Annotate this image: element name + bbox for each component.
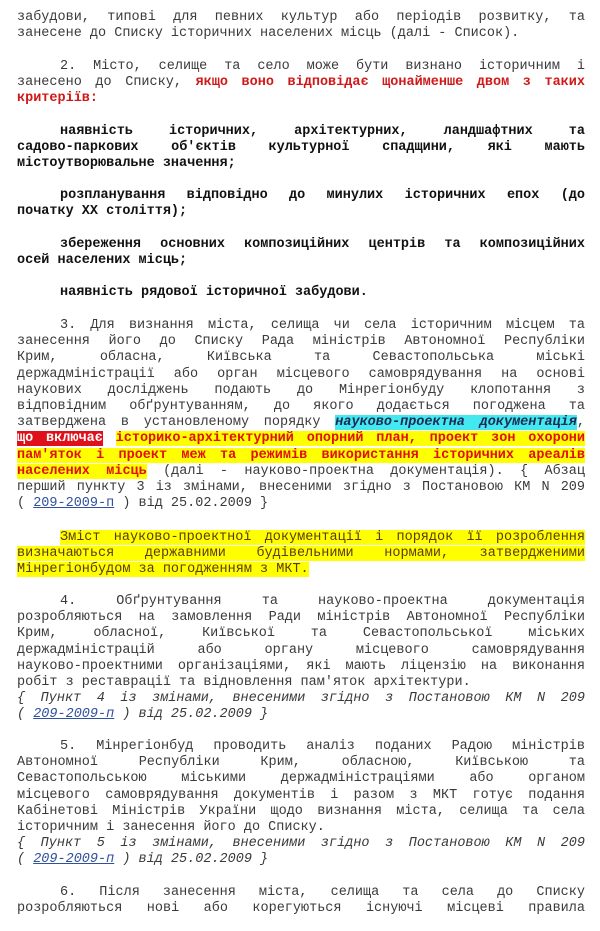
text-line	[17, 852, 585, 868]
text-segment: ) від 25.02.2009 }	[114, 707, 269, 723]
text-segment: (	[17, 496, 34, 512]
text-line	[17, 530, 585, 546]
text-segment: занесене до Списку історичних населених місць (далі - Список).	[17, 26, 520, 42]
text-line	[17, 285, 585, 301]
text-segment: наукових досліджень подають до Мінрегіонбуду клопотання з	[17, 382, 585, 398]
text-segment: критеріїв:	[17, 91, 99, 107]
text-line	[17, 885, 585, 901]
p-criterion-1	[17, 124, 585, 173]
highlight-yellow: Зміст науково-проектної документації і порядок її розроблення	[60, 530, 585, 545]
text-line	[17, 367, 585, 383]
text-segment: відповідним обґрунтуванням, до якого додається погоджена та	[17, 398, 585, 414]
text-segment	[103, 431, 116, 446]
text-segment: держадміністрацій або органу місцевого самоврядування	[17, 642, 585, 658]
p-intro-end	[17, 10, 585, 42]
text-line	[17, 480, 585, 496]
highlight-yellow: історико-архітектурний опорний план, проект зон охорони	[115, 431, 585, 447]
text-line	[17, 901, 585, 917]
text-line	[17, 771, 585, 787]
text-segment: ) від 25.02.2009 }	[114, 852, 269, 868]
highlight-red: що включає	[17, 431, 103, 447]
text-segment: перший пункту 3 із змінами, внесеними згідно з Постановою КМ N 209	[17, 479, 585, 495]
resolution-link[interactable]: 209-2009-п	[33, 707, 115, 723]
text-line	[17, 691, 585, 707]
text-segment: затверджена в установленому порядку	[17, 415, 336, 431]
text-segment: Крим, обласної, Київської та Севастопольської міських	[17, 626, 585, 642]
text-line	[17, 399, 585, 415]
text-line	[17, 140, 585, 156]
text-segment: містоутворювальне значення;	[17, 156, 236, 172]
text-segment: історичним і занесення його до Списку.	[17, 819, 325, 835]
text-segment: 6. Після занесення міста, селища та села до Списку	[60, 885, 585, 900]
p-criterion-4	[17, 285, 585, 301]
text-line	[17, 334, 585, 350]
text-segment: початку XX століття);	[17, 204, 188, 220]
text-segment: 4. Обґрунтування та науково-проектна документація	[60, 594, 585, 609]
text-line	[17, 91, 585, 107]
text-segment: (	[17, 852, 34, 868]
text-line	[17, 431, 585, 447]
text-segment: занесення його до Списку Рада міністрів Автономної Республіки	[17, 334, 585, 350]
text-line	[17, 626, 585, 642]
text-segment: держадміністрації або орган місцевого самоврядування на основі	[17, 366, 585, 382]
text-line	[17, 755, 585, 771]
text-line	[17, 204, 585, 220]
text-line	[17, 415, 585, 431]
text-segment: (далі - науково-проектна документація). { Абзац	[146, 463, 585, 479]
text-segment: місцевого самоврядування документів і разом з МКТ готує подання	[17, 787, 585, 803]
text-segment: розробляються на замовлення Ради міністрів Автономної Республіки	[17, 610, 585, 626]
text-line	[17, 124, 585, 140]
text-segment: занесено до Списку,	[17, 75, 196, 91]
text-segment: якщо воно відповідає щонайменше двом з таких	[195, 75, 585, 91]
text-line	[17, 546, 585, 562]
text-line	[17, 643, 585, 659]
text-line	[17, 594, 585, 610]
text-segment: наявність рядової історичної забудови.	[60, 285, 368, 300]
text-line	[17, 836, 585, 852]
text-segment: Кабінетові Міністрів України щодо визнання міста, селища та села	[17, 803, 585, 819]
text-segment: наявність історичних, архітектурних, ландшафтних та	[60, 124, 585, 139]
text-segment: Севастопольською міськими держадміністраціями або органом	[17, 771, 585, 787]
p-criterion-3	[17, 237, 585, 269]
text-line	[17, 10, 585, 26]
text-segment: збереження основних композиційних центрів та композиційних	[60, 237, 585, 252]
p-item-3-content	[17, 530, 585, 579]
text-line	[17, 659, 585, 675]
text-segment: розпланування відповідно до минулих історичних епох (до	[60, 188, 585, 203]
text-line	[17, 739, 585, 755]
text-segment: 5. Мінрегіонбуд проводить аналіз поданих Радою міністрів	[60, 739, 585, 754]
highlight-yellow: пам'яток і проект меж та режимів використання історичних ареалів	[17, 447, 585, 463]
resolution-link[interactable]: 209-2009-п	[33, 496, 115, 512]
text-line	[17, 383, 585, 399]
text-line	[17, 675, 585, 691]
text-segment: розробляються нові або корегуються існуючі місцеві правила	[17, 901, 585, 917]
text-line	[17, 804, 585, 820]
text-segment: науково-проектними організаціями, які мають ліцензію на виконання	[17, 658, 585, 674]
text-line	[17, 464, 585, 480]
text-line	[17, 75, 585, 91]
highlight-yellow: Мінрегіонбудом за погодженням з МКТ.	[17, 562, 309, 578]
text-segment: забудови, типові для певних культур або періодів розвитку, та	[17, 10, 585, 25]
text-line	[17, 253, 585, 269]
text-segment: робіт з реставрації та відновлення пам'яток архітектури.	[17, 674, 471, 690]
p-item-6	[17, 885, 585, 917]
text-line	[17, 188, 585, 204]
p-item-4	[17, 594, 585, 724]
text-segment: садово-паркових об'єктів культурної спадщини, які мають	[17, 140, 585, 156]
p-item-5	[17, 739, 585, 869]
text-segment: { Пункт 5 із змінами, внесеними згідно з Постановою КМ N 209	[17, 836, 585, 852]
text-segment: Автономної Республіки Крим, обласною, Київською та	[17, 755, 585, 771]
text-segment: ) від 25.02.2009 }	[114, 496, 269, 512]
highlight-yellow: визначаються державними будівельними нормами, затвердженими	[17, 546, 585, 562]
text-line	[17, 820, 585, 836]
text-segment: осей населених місць;	[17, 253, 188, 269]
text-line	[17, 156, 585, 172]
text-line	[17, 350, 585, 366]
p-item-2	[17, 59, 585, 108]
text-segment: { Пункт 4 із змінами, внесеними згідно з Постановою КМ N 209	[17, 691, 585, 707]
highlight-cyan: науково-проектна документація	[335, 415, 577, 431]
p-item-3	[17, 318, 585, 512]
text-line	[17, 610, 585, 626]
text-segment: 2. Місто, селище та село може бути визнано історичним і	[60, 59, 585, 74]
text-line	[17, 59, 585, 75]
text-line	[17, 237, 585, 253]
highlight-yellow: населених місць	[17, 463, 147, 479]
text-line	[17, 318, 585, 334]
text-line	[17, 26, 585, 42]
resolution-link[interactable]: 209-2009-п	[33, 852, 115, 868]
text-line	[17, 496, 585, 512]
text-line	[17, 562, 585, 578]
text-segment: (	[17, 707, 34, 723]
text-segment: Крим, обласна, Київська та Севастопольська міські	[17, 350, 585, 366]
text-line	[17, 707, 585, 723]
text-segment: ,	[576, 415, 585, 431]
text-segment: 3. Для визнання міста, селища чи села історичним місцем та	[60, 318, 585, 333]
text-line	[17, 448, 585, 464]
p-criterion-2	[17, 188, 585, 220]
text-line	[17, 788, 585, 804]
